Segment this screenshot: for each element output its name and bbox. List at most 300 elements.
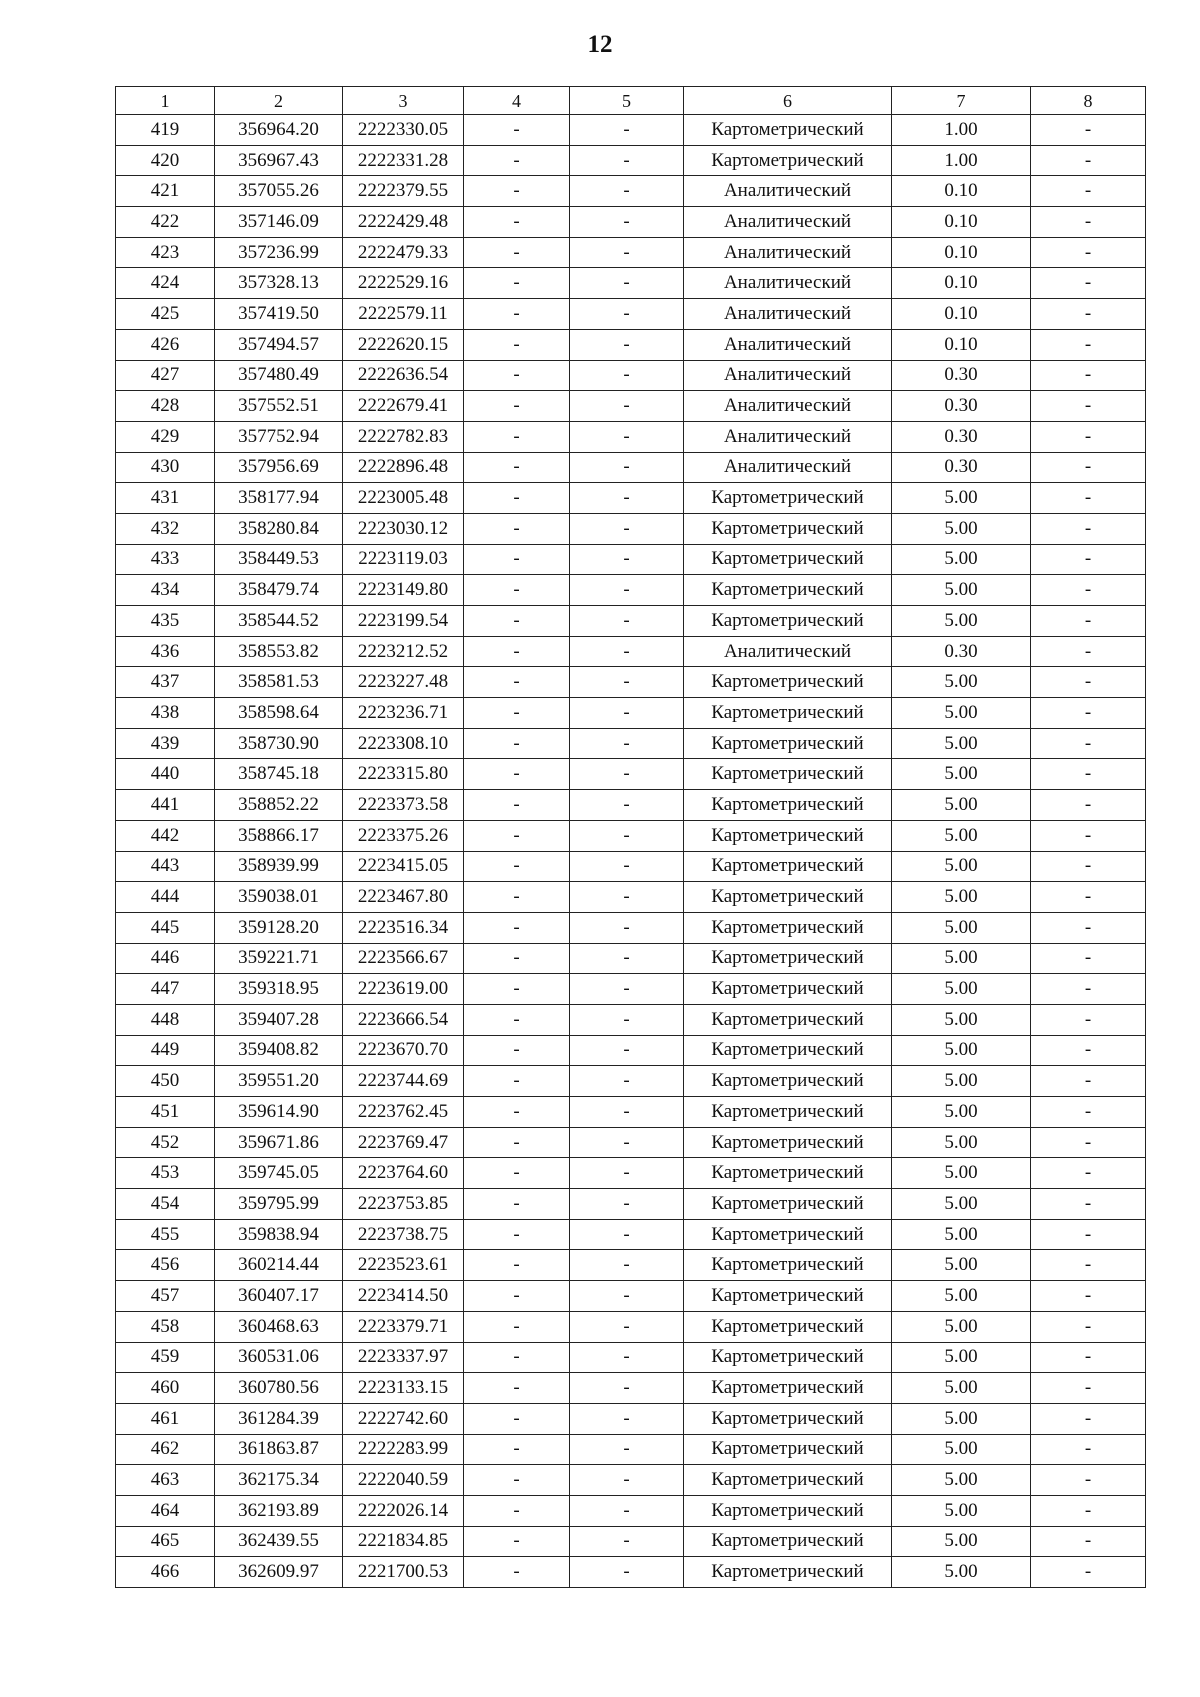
table-cell: - [570, 483, 684, 514]
table-cell: 2223762.45 [343, 1097, 464, 1128]
table-cell: Аналитический [684, 237, 892, 268]
table-cell: 5.00 [892, 790, 1031, 821]
table-cell: 5.00 [892, 912, 1031, 943]
table-cell: - [1031, 483, 1146, 514]
table-cell: 362175.34 [215, 1465, 343, 1496]
table-cell: 5.00 [892, 1526, 1031, 1557]
table-cell: - [570, 759, 684, 790]
table-cell: 5.00 [892, 759, 1031, 790]
table-cell: 2222620.15 [343, 329, 464, 360]
table-row [116, 513, 1146, 544]
table-cell: 5.00 [892, 1373, 1031, 1404]
table-cell: - [570, 1557, 684, 1588]
table-cell: Картометрический [684, 544, 892, 575]
table-cell: 2223414.50 [343, 1281, 464, 1312]
table-cell: Картометрический [684, 1189, 892, 1220]
table-row [116, 575, 1146, 606]
table-cell: 362193.89 [215, 1495, 343, 1526]
table-cell: 357494.57 [215, 329, 343, 360]
table-cell: - [464, 452, 570, 483]
table-cell: 359838.94 [215, 1219, 343, 1250]
table-cell: - [464, 1465, 570, 1496]
table-cell: - [570, 1311, 684, 1342]
table-cell: 2223375.26 [343, 820, 464, 851]
table-row [116, 1557, 1146, 1588]
table-cell: 360780.56 [215, 1373, 343, 1404]
table-row [116, 207, 1146, 238]
table-cell: 361863.87 [215, 1434, 343, 1465]
table-cell: - [1031, 1097, 1146, 1128]
table-row [116, 636, 1146, 667]
table-cell: 422 [116, 207, 215, 238]
table-cell: 5.00 [892, 1035, 1031, 1066]
table-cell: 2222742.60 [343, 1403, 464, 1434]
table-row [116, 421, 1146, 452]
table-cell: 2223769.47 [343, 1127, 464, 1158]
table-row [116, 820, 1146, 851]
table-cell: - [570, 606, 684, 637]
table-cell: - [570, 820, 684, 851]
table-cell: 2223666.54 [343, 1004, 464, 1035]
table-cell: 5.00 [892, 1342, 1031, 1373]
table-row [116, 759, 1146, 790]
table-cell: - [1031, 207, 1146, 238]
table-row [116, 882, 1146, 913]
table-cell: Аналитический [684, 391, 892, 422]
column-header: 3 [343, 87, 464, 115]
table-cell: - [464, 1250, 570, 1281]
table-cell: Картометрический [684, 943, 892, 974]
table-cell: 0.30 [892, 360, 1031, 391]
table-cell: - [1031, 1465, 1146, 1496]
table-cell: 2223199.54 [343, 606, 464, 637]
table-cell: - [570, 1281, 684, 1312]
table-cell: 359795.99 [215, 1189, 343, 1220]
table-cell: 2222283.99 [343, 1434, 464, 1465]
table-cell: - [464, 268, 570, 299]
table-cell: 360531.06 [215, 1342, 343, 1373]
table-cell: 442 [116, 820, 215, 851]
table-cell: - [464, 1281, 570, 1312]
table-row [116, 1219, 1146, 1250]
table-cell: Картометрический [684, 667, 892, 698]
table-cell: Картометрический [684, 974, 892, 1005]
table-cell: - [570, 176, 684, 207]
table-cell: 0.10 [892, 299, 1031, 330]
table-cell: 435 [116, 606, 215, 637]
table-cell: - [464, 698, 570, 729]
table-cell: 427 [116, 360, 215, 391]
table-cell: 438 [116, 698, 215, 729]
table-row [116, 606, 1146, 637]
table-cell: - [1031, 299, 1146, 330]
table-cell: 5.00 [892, 606, 1031, 637]
table-cell: - [1031, 544, 1146, 575]
table-cell: 358852.22 [215, 790, 343, 821]
table-cell: 356967.43 [215, 145, 343, 176]
table-cell: Аналитический [684, 421, 892, 452]
table-cell: - [570, 851, 684, 882]
table-cell: - [464, 1526, 570, 1557]
table-row [116, 1403, 1146, 1434]
table-row [116, 943, 1146, 974]
table-cell: 2223315.80 [343, 759, 464, 790]
table-cell: Картометрический [684, 1004, 892, 1035]
table-cell: 360214.44 [215, 1250, 343, 1281]
table-cell: Аналитический [684, 452, 892, 483]
table-row [116, 268, 1146, 299]
table-cell: 358939.99 [215, 851, 343, 882]
table-cell: - [1031, 421, 1146, 452]
table-cell: - [570, 329, 684, 360]
table-cell: - [1031, 1342, 1146, 1373]
table-row [116, 299, 1146, 330]
table-cell: - [1031, 1373, 1146, 1404]
table-cell: Картометрический [684, 882, 892, 913]
table-cell: 459 [116, 1342, 215, 1373]
table-cell: Аналитический [684, 268, 892, 299]
table-cell: 423 [116, 237, 215, 268]
table-cell: 5.00 [892, 1557, 1031, 1588]
table-cell: 5.00 [892, 575, 1031, 606]
table-cell: 359038.01 [215, 882, 343, 913]
table-cell: Картометрический [684, 728, 892, 759]
table-cell: Картометрический [684, 1066, 892, 1097]
table-cell: - [1031, 974, 1146, 1005]
table-cell: 2223467.80 [343, 882, 464, 913]
table-cell: 362609.97 [215, 1557, 343, 1588]
table-cell: - [1031, 1403, 1146, 1434]
table-cell: - [464, 145, 570, 176]
table-cell: - [570, 452, 684, 483]
table-cell: 2223379.71 [343, 1311, 464, 1342]
table-row [116, 1342, 1146, 1373]
table-cell: Картометрический [684, 513, 892, 544]
table-cell: - [570, 1189, 684, 1220]
table-cell: - [464, 790, 570, 821]
table-cell: - [1031, 1035, 1146, 1066]
table-cell: 2223523.61 [343, 1250, 464, 1281]
table-cell: 2222479.33 [343, 237, 464, 268]
table-cell: - [570, 667, 684, 698]
table-cell: - [1031, 667, 1146, 698]
table-cell: 357752.94 [215, 421, 343, 452]
table-cell: 2223373.58 [343, 790, 464, 821]
table-cell: - [1031, 606, 1146, 637]
table-cell: - [464, 1158, 570, 1189]
table-cell: - [464, 667, 570, 698]
column-header: 2 [215, 87, 343, 115]
table-cell: - [464, 1373, 570, 1404]
table-cell: - [464, 759, 570, 790]
table-cell: Картометрический [684, 790, 892, 821]
table-cell: - [570, 790, 684, 821]
table-cell: 1.00 [892, 115, 1031, 146]
table-cell: 5.00 [892, 513, 1031, 544]
table-cell: - [570, 513, 684, 544]
table-cell: - [464, 483, 570, 514]
table-cell: 359128.20 [215, 912, 343, 943]
table-cell: - [464, 1097, 570, 1128]
table-cell: 0.10 [892, 207, 1031, 238]
table-cell: 358553.82 [215, 636, 343, 667]
table-cell: - [464, 1127, 570, 1158]
table-cell: 357480.49 [215, 360, 343, 391]
table-row [116, 329, 1146, 360]
table-cell: 0.10 [892, 329, 1031, 360]
table-cell: - [464, 606, 570, 637]
column-header: 6 [684, 87, 892, 115]
table-cell: 2223753.85 [343, 1189, 464, 1220]
table-cell: 437 [116, 667, 215, 698]
table-cell: - [1031, 1281, 1146, 1312]
table-cell: - [570, 1127, 684, 1158]
table-cell: 358730.90 [215, 728, 343, 759]
table-cell: 463 [116, 1465, 215, 1496]
table-cell: 357552.51 [215, 391, 343, 422]
table-cell: Картометрический [684, 575, 892, 606]
table-cell: Картометрический [684, 759, 892, 790]
table-cell: - [464, 1434, 570, 1465]
table-cell: 2223212.52 [343, 636, 464, 667]
table-cell: - [464, 513, 570, 544]
table-cell: 2222679.41 [343, 391, 464, 422]
table-cell: 445 [116, 912, 215, 943]
table-cell: 358544.52 [215, 606, 343, 637]
table-cell: 5.00 [892, 1189, 1031, 1220]
table-row [116, 360, 1146, 391]
table-row [116, 851, 1146, 882]
table-cell: - [464, 329, 570, 360]
table-cell: - [570, 1495, 684, 1526]
table-cell: 0.10 [892, 268, 1031, 299]
table-cell: - [464, 851, 570, 882]
table-cell: 0.10 [892, 176, 1031, 207]
table-cell: 360468.63 [215, 1311, 343, 1342]
table-cell: 5.00 [892, 1311, 1031, 1342]
table-row [116, 483, 1146, 514]
table-cell: 2223119.03 [343, 544, 464, 575]
table-row [116, 1465, 1146, 1496]
table-cell: - [1031, 1434, 1146, 1465]
table-cell: 462 [116, 1434, 215, 1465]
table-cell: 451 [116, 1097, 215, 1128]
table-cell: 2222330.05 [343, 115, 464, 146]
table-row [116, 452, 1146, 483]
table-cell: 2221834.85 [343, 1526, 464, 1557]
table-cell: 457 [116, 1281, 215, 1312]
table-cell: Картометрический [684, 115, 892, 146]
table-row [116, 728, 1146, 759]
table-cell: - [1031, 1311, 1146, 1342]
table-cell: 2222529.16 [343, 268, 464, 299]
table-cell: - [1031, 851, 1146, 882]
table-cell: 5.00 [892, 728, 1031, 759]
table-cell: - [464, 1066, 570, 1097]
table-cell: - [570, 145, 684, 176]
table-cell: - [1031, 1189, 1146, 1220]
table-cell: - [1031, 1127, 1146, 1158]
table-cell: 2221700.53 [343, 1557, 464, 1588]
table-row [116, 1526, 1146, 1557]
table-cell: - [1031, 329, 1146, 360]
table-cell: - [570, 299, 684, 330]
column-header: 7 [892, 87, 1031, 115]
table-cell: - [570, 1158, 684, 1189]
table-body [116, 115, 1146, 1588]
page-number: 12 [587, 31, 613, 58]
table-row [116, 1127, 1146, 1158]
table-cell: - [570, 636, 684, 667]
table-cell: - [570, 1066, 684, 1097]
table-cell: 357328.13 [215, 268, 343, 299]
table-cell: 461 [116, 1403, 215, 1434]
table-cell: 5.00 [892, 882, 1031, 913]
table-cell: 358177.94 [215, 483, 343, 514]
table-cell: 425 [116, 299, 215, 330]
table-cell: 5.00 [892, 1219, 1031, 1250]
table-cell: 5.00 [892, 544, 1031, 575]
table-cell: Картометрический [684, 912, 892, 943]
table-cell: - [570, 237, 684, 268]
table-cell: 5.00 [892, 1434, 1031, 1465]
table-cell: 0.30 [892, 421, 1031, 452]
table-cell: - [570, 1342, 684, 1373]
table-cell: - [464, 1342, 570, 1373]
table-cell: 359318.95 [215, 974, 343, 1005]
table-cell: - [570, 1465, 684, 1496]
table-cell: - [570, 1097, 684, 1128]
table-cell: - [1031, 1526, 1146, 1557]
table-cell: - [570, 698, 684, 729]
table-cell: 2223308.10 [343, 728, 464, 759]
table-cell: - [1031, 360, 1146, 391]
table-cell: - [1031, 1557, 1146, 1588]
table-row [116, 176, 1146, 207]
table-cell: 432 [116, 513, 215, 544]
table-cell: - [570, 1219, 684, 1250]
table-cell: 2223516.34 [343, 912, 464, 943]
table-cell: 454 [116, 1189, 215, 1220]
table-cell: - [570, 1434, 684, 1465]
table-cell: 458 [116, 1311, 215, 1342]
table-cell: 2223337.97 [343, 1342, 464, 1373]
table-cell: - [1031, 912, 1146, 943]
table-cell: Аналитический [684, 360, 892, 391]
table-cell: - [570, 943, 684, 974]
table-cell: - [464, 1219, 570, 1250]
table-cell: 2223619.00 [343, 974, 464, 1005]
table-cell: 5.00 [892, 698, 1031, 729]
table-cell: - [464, 820, 570, 851]
table-cell: Картометрический [684, 1342, 892, 1373]
table-row [116, 1250, 1146, 1281]
table-cell: 357055.26 [215, 176, 343, 207]
table-row [116, 391, 1146, 422]
table-cell: 2223566.67 [343, 943, 464, 974]
table-header-row [116, 87, 1146, 115]
table-cell: 420 [116, 145, 215, 176]
table-cell: 358280.84 [215, 513, 343, 544]
table-cell: 5.00 [892, 1004, 1031, 1035]
table-cell: - [464, 391, 570, 422]
table-cell: 0.30 [892, 636, 1031, 667]
table-cell: - [1031, 176, 1146, 207]
column-header: 1 [116, 87, 215, 115]
table-row [116, 698, 1146, 729]
table-cell: 359745.05 [215, 1158, 343, 1189]
table-cell: 0.30 [892, 452, 1031, 483]
table-row [116, 1189, 1146, 1220]
table-cell: - [1031, 115, 1146, 146]
table-cell: 421 [116, 176, 215, 207]
table-cell: - [570, 360, 684, 391]
table-cell: 2223738.75 [343, 1219, 464, 1250]
table-row [116, 1035, 1146, 1066]
table-cell: - [1031, 943, 1146, 974]
table-cell: - [464, 176, 570, 207]
table-cell: 358598.64 [215, 698, 343, 729]
table-cell: - [1031, 145, 1146, 176]
table-cell: - [464, 1557, 570, 1588]
table-cell: Аналитический [684, 329, 892, 360]
table-cell: - [464, 544, 570, 575]
table-cell: 453 [116, 1158, 215, 1189]
table-cell: 450 [116, 1066, 215, 1097]
table-cell: - [1031, 636, 1146, 667]
table-cell: - [464, 1403, 570, 1434]
table-cell: Картометрический [684, 1311, 892, 1342]
table-cell: - [464, 882, 570, 913]
table-cell: 5.00 [892, 1097, 1031, 1128]
table-cell: 357419.50 [215, 299, 343, 330]
column-header: 5 [570, 87, 684, 115]
table-cell: 0.10 [892, 237, 1031, 268]
table-cell: - [464, 974, 570, 1005]
table-row [116, 1281, 1146, 1312]
table-cell: - [464, 1004, 570, 1035]
table-cell: 359407.28 [215, 1004, 343, 1035]
table-cell: - [1031, 452, 1146, 483]
table-cell: 2222782.83 [343, 421, 464, 452]
table-cell: Картометрический [684, 1526, 892, 1557]
table-cell: 360407.17 [215, 1281, 343, 1312]
table-cell: - [570, 268, 684, 299]
table-row [116, 544, 1146, 575]
table-cell: 436 [116, 636, 215, 667]
table-cell: 430 [116, 452, 215, 483]
table-cell: Картометрический [684, 1403, 892, 1434]
table-cell: 448 [116, 1004, 215, 1035]
table-cell: 2223149.80 [343, 575, 464, 606]
table-cell: 5.00 [892, 1066, 1031, 1097]
table-cell: - [1031, 698, 1146, 729]
table-cell: 1.00 [892, 145, 1031, 176]
table-cell: - [464, 575, 570, 606]
table-cell: Картометрический [684, 698, 892, 729]
table-cell: 356964.20 [215, 115, 343, 146]
table-cell: - [1031, 1004, 1146, 1035]
table-cell: Картометрический [684, 145, 892, 176]
table-cell: 358866.17 [215, 820, 343, 851]
table-cell: - [570, 1250, 684, 1281]
table-cell: 359221.71 [215, 943, 343, 974]
table-cell: 5.00 [892, 974, 1031, 1005]
table-cell: 5.00 [892, 1403, 1031, 1434]
table-row [116, 1066, 1146, 1097]
table-cell: Аналитический [684, 176, 892, 207]
table-cell: 359614.90 [215, 1097, 343, 1128]
